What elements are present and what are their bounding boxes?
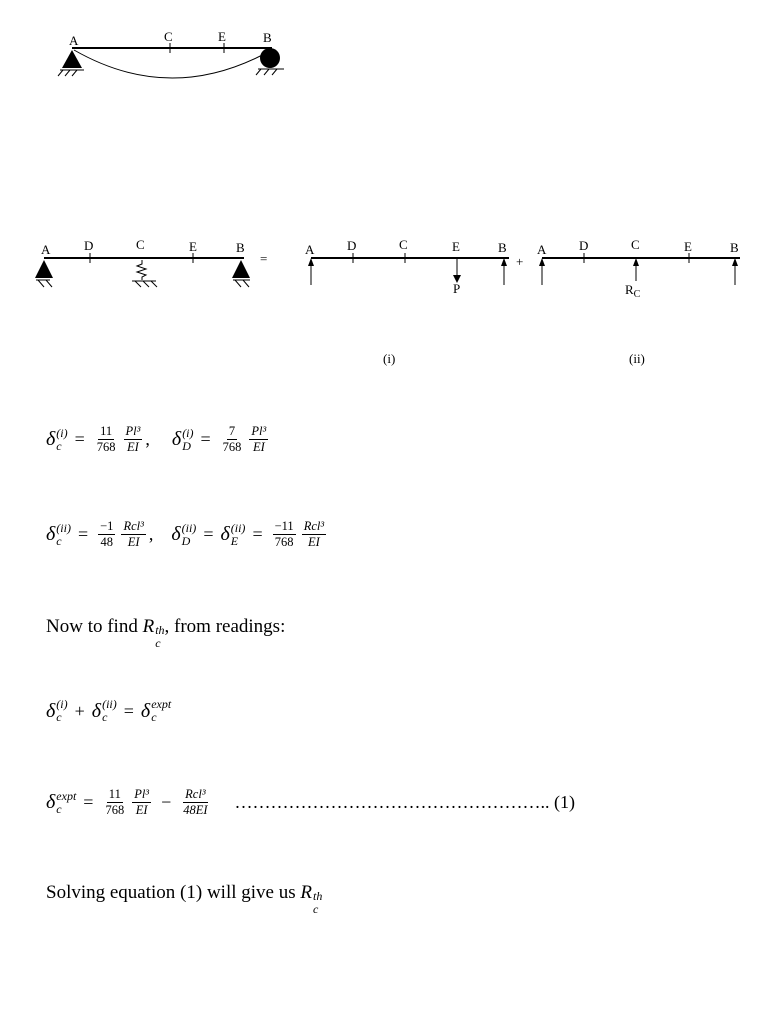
- svg-text:E: E: [189, 239, 197, 254]
- caption-ii: (ii): [629, 351, 645, 366]
- deflected-shape: [74, 50, 268, 78]
- label-c: C: [164, 29, 173, 44]
- roller-support: [260, 48, 280, 68]
- svg-text:A: A: [41, 242, 51, 257]
- svg-text:E: E: [452, 239, 460, 254]
- svg-text:E: E: [684, 239, 692, 254]
- plus-sign: +: [516, 254, 524, 269]
- svg-text:D: D: [84, 238, 94, 253]
- beam-diagram-deflected: [0, 0, 768, 100]
- spring-support: [137, 260, 146, 280]
- svg-text:C: C: [136, 237, 145, 252]
- label-a: A: [69, 33, 79, 48]
- svg-text:B: B: [236, 240, 245, 255]
- text-solving: Solving equation (1) will give us R th c: [46, 882, 323, 916]
- svg-text:D: D: [347, 238, 357, 253]
- svg-text:A: A: [537, 242, 547, 257]
- equation-delta-i: δ (i) c = $\frac{11}{768}$ $\frac{\text{Pl³}}{EI}$ , δ (i) D = $\frac{7}{768}$ $\frac{\text{Pl³}}{EI}$: [46, 424, 267, 454]
- equation-superposition: δ (i) c + δ (ii) c = δ expt c: [46, 697, 172, 724]
- load-label: P: [453, 281, 461, 296]
- equation-delta-ii: δ (ii) c = $\frac{-1}{48}$ $\frac{\text{Rcl³}}{EI}$ , δ (ii) D = δ (ii) E = $\frac{-11}{768}$ $\frac{\text{Rcl³}}{EI}$: [46, 519, 325, 549]
- svg-text:D: D: [579, 238, 589, 253]
- svg-text:A: A: [305, 242, 315, 257]
- equals-sign: =: [260, 251, 268, 266]
- label-b: B: [263, 30, 272, 45]
- caption-i: (i): [383, 351, 396, 366]
- superposition-diagram: [0, 235, 768, 300]
- svg-text:B: B: [730, 240, 739, 255]
- equation-number: …………………………………………….. (1): [234, 792, 576, 812]
- equation-experimental: δ expt c = $\frac{11}{768}$ $\frac{\text{Pl³}}{EI}$ − $\frac{\text{Rcl³}}{48EI}$ …………………………………………….. (1): [46, 787, 576, 817]
- svg-text:C: C: [631, 237, 640, 252]
- svg-text:B: B: [498, 240, 507, 255]
- reaction-label: $R_C$: [625, 282, 641, 300]
- text-find-rc: Now to find R th c , from readings:: [46, 616, 286, 650]
- label-e: E: [218, 29, 226, 44]
- svg-text:C: C: [399, 237, 408, 252]
